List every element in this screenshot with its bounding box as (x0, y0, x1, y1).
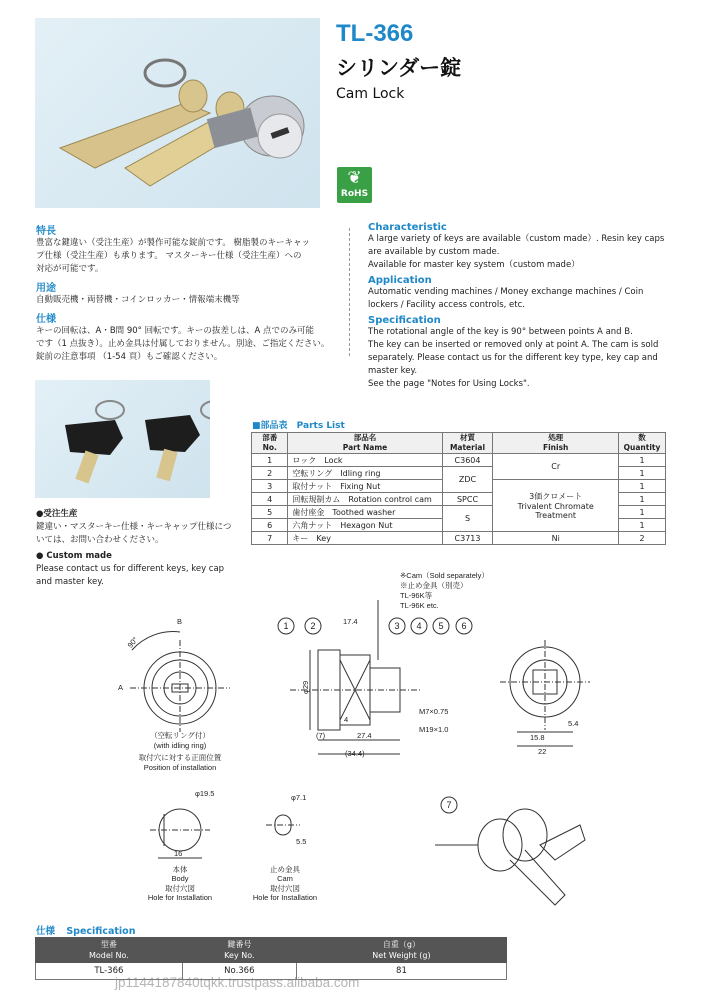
dim-4: 4 (344, 715, 349, 724)
en-line: lockers / Facility access controls, etc. (368, 300, 525, 310)
note-tl96k-jp: TL-96K等 (400, 591, 433, 600)
col-part-name: 部品名 Part Name (288, 433, 442, 454)
front-view (130, 632, 230, 732)
custom-jp-line: 鍵違い・マスターキー仕様・キーキャップ仕様につ (36, 522, 232, 532)
angle-label: 90° (125, 635, 140, 650)
cam-jp: 止め金具 (270, 865, 300, 874)
spec-title-en: Specification (66, 926, 136, 937)
cam-en: Cam (277, 874, 293, 883)
table-row: 7 キー Key C3713 Ni 2 (252, 532, 666, 545)
leaf-icon: ❦ (347, 168, 362, 188)
resin-key-illustration (35, 380, 210, 498)
dim-27-4: 27.4 (357, 731, 372, 740)
spec-key: No.366 (182, 963, 296, 980)
product-photo (35, 18, 320, 208)
rohs-label: RoHS (340, 189, 369, 199)
custom-en-head: ● Custom made (36, 551, 112, 561)
en-line: master key. (368, 366, 418, 376)
rohs-badge (337, 167, 372, 203)
position-en: Position of installation (143, 763, 217, 772)
hole-jp: 取付穴図 (165, 884, 195, 893)
table-row: 5 歯付座金 Toothed washer S 1 (252, 506, 666, 519)
col-no: 部番 No. (252, 433, 288, 454)
en-line: The rotational angle of the key is 90° between points A and B. (368, 327, 633, 337)
jp-line: です（1 点抜き）。止め金具は付属しておりません。別途、ご指定ください。 (36, 339, 330, 349)
custom-en-line: and master key. (36, 577, 104, 587)
spec-table (35, 937, 507, 980)
balloon-5: 5 (438, 621, 444, 631)
model-title: TL-366 (336, 20, 414, 47)
en-section-application (368, 275, 688, 312)
col-finish: 処理 Finish (493, 433, 619, 454)
dim-22: 22 (538, 747, 547, 756)
dim-15-8: 15.8 (530, 733, 545, 742)
en-description (368, 222, 688, 391)
balloon-7: 7 (446, 800, 452, 810)
position-jp: 取付穴に対する正面位置 (138, 753, 222, 762)
title-japanese: シリンダー錠 (336, 56, 462, 80)
technical-drawing (0, 560, 707, 920)
dim-phi7-1: φ7.1 (291, 793, 307, 802)
title-english: Cam Lock (336, 86, 405, 102)
watermark: jp1144187840tqkk.trustpass.alibaba.com (115, 975, 360, 990)
jp-line: プ仕様（受注生産）も承ります。 マスターキー仕様（受注生産）への (36, 251, 302, 261)
jp-description (36, 222, 346, 364)
cam-hole-view (266, 815, 300, 835)
dim-16: 16 (174, 849, 183, 858)
note-cam-jp: ※止め金具（別売） (400, 581, 468, 590)
note-cam: ※Cam（Sold separately） (400, 571, 489, 580)
hole2-en: Hole for Installation (252, 893, 318, 902)
parts-header-row (252, 433, 666, 454)
en-line: See the page "Notes for Using Locks". (368, 379, 530, 389)
spec-title-jp: 仕様 (36, 926, 56, 937)
dim-17-4: 17.4 (343, 617, 358, 626)
parts-table (251, 432, 666, 545)
col-material: 材質 Material (442, 433, 493, 454)
en-section-head: Characteristic (368, 222, 447, 233)
jp-section-head: 特長 (36, 226, 56, 237)
en-section-spec (368, 315, 688, 391)
balloon-2: 2 (310, 621, 316, 631)
note-tl96k-en: TL-96K etc. (400, 601, 439, 610)
en-line: A large variety of keys are available（custom made）. Resin key caps (368, 234, 665, 244)
cam-lock-keys-illustration (35, 18, 320, 208)
jp-line: 錠前の注意事項 （1-54 頁）もご確認ください。 (36, 352, 223, 362)
en-section-head: Specification (368, 315, 441, 326)
key-drawing (435, 809, 585, 905)
balloon-1: 1 (283, 621, 289, 631)
jp-section-head: 用途 (36, 283, 56, 294)
balloon-4: 4 (416, 621, 422, 631)
balloon-3: 3 (394, 621, 400, 631)
dim-phi19-5: φ19.5 (195, 789, 215, 798)
parts-title-en: Parts List (296, 421, 345, 431)
key-cap-photo (35, 380, 210, 498)
column-divider (349, 228, 350, 356)
dim-phi29: φ29 (301, 680, 310, 694)
table-row: 2 空転リング Idling ring ZDC 1 (252, 467, 666, 480)
en-line: The key can be inserted or removed only at point A. The cam is sold (368, 340, 659, 350)
dim-5-5: 5.5 (296, 837, 307, 846)
spec-title (36, 923, 135, 937)
spec-col-key: 鍵番号 Key No. (182, 938, 296, 963)
idle-ring-en: (with idling ring) (153, 741, 207, 750)
jp-section-features (36, 222, 346, 276)
spec-col-weight: 自重（g） Net Weight (g) (296, 938, 506, 963)
point-a-label: A (118, 683, 124, 692)
en-section-characteristic (368, 222, 688, 272)
balloon-6: 6 (461, 621, 467, 631)
spec-model: TL-366 (36, 963, 183, 980)
dim-5-4: 5.4 (568, 719, 579, 728)
jp-line: 自動販売機・両替機・コインロッカー・情報端末機等 (36, 295, 240, 305)
table-row: 3 取付ナット Fixing Nut 3価クロメート Trivalent Chromate Treatment 1 (252, 480, 666, 493)
table-row: 1 ロック Lock C3604 Cr 1 (252, 454, 666, 467)
en-line: are available by custom made. (368, 247, 500, 257)
en-line: Automatic vending machines / Money exchange machines / Coin (368, 287, 644, 297)
dim-7: (7) (316, 731, 326, 740)
col-quantity: 数 Quantity (619, 433, 666, 454)
hole2-jp: 取付穴図 (270, 884, 300, 893)
table-row: 6 六角ナット Hexagon Nut 1 (252, 519, 666, 532)
custom-en-line: Please contact us for different keys, key cap (36, 564, 225, 574)
dim-m19: M19×1.0 (419, 725, 449, 734)
table-row: 4 回転規制カム Rotation control cam SPCC 1 (252, 493, 666, 506)
dim-m7: M7×0.75 (419, 707, 449, 716)
idle-ring-jp: （空転リング付） (150, 731, 210, 740)
jp-section-application (36, 279, 346, 307)
finish-trivalent: 3価クロメート Trivalent Chromate Treatment (493, 480, 619, 532)
spec-weight: 81 (296, 963, 506, 980)
parts-title-jp: ■部品表 (252, 421, 288, 431)
jp-line: キーの回転は、A・B間 90° 回転です。キーの抜差しは、A 点でのみ可能 (36, 326, 314, 336)
hole-en: Hole for Installation (147, 893, 213, 902)
custom-jp-line: いては、お問い合わせください。 (36, 535, 164, 545)
body-en: Body (171, 874, 189, 883)
en-line: separately. Please contact us for the different key type, key cap and (368, 353, 658, 363)
en-line: Available for master key system（custom made） (368, 260, 580, 270)
rear-view (500, 640, 590, 746)
spec-header-row (36, 938, 507, 963)
body-jp: 本体 (172, 865, 188, 874)
jp-line: 豊富な鍵違い（受注生産）が製作可能な錠前です。 樹脂製のキーキャッ (36, 238, 311, 248)
en-section-head: Application (368, 275, 432, 286)
dim-34-4: (34.4) (345, 749, 365, 758)
custom-jp-head: ●受注生産 (36, 509, 78, 519)
jp-section-head: 仕様 (36, 314, 56, 325)
jp-line: 対応が可能です。 (36, 264, 104, 274)
point-b-label: B (177, 617, 183, 626)
spec-col-model: 型番 Model No. (36, 938, 183, 963)
jp-section-spec (36, 310, 346, 364)
parts-list-title (252, 418, 345, 431)
